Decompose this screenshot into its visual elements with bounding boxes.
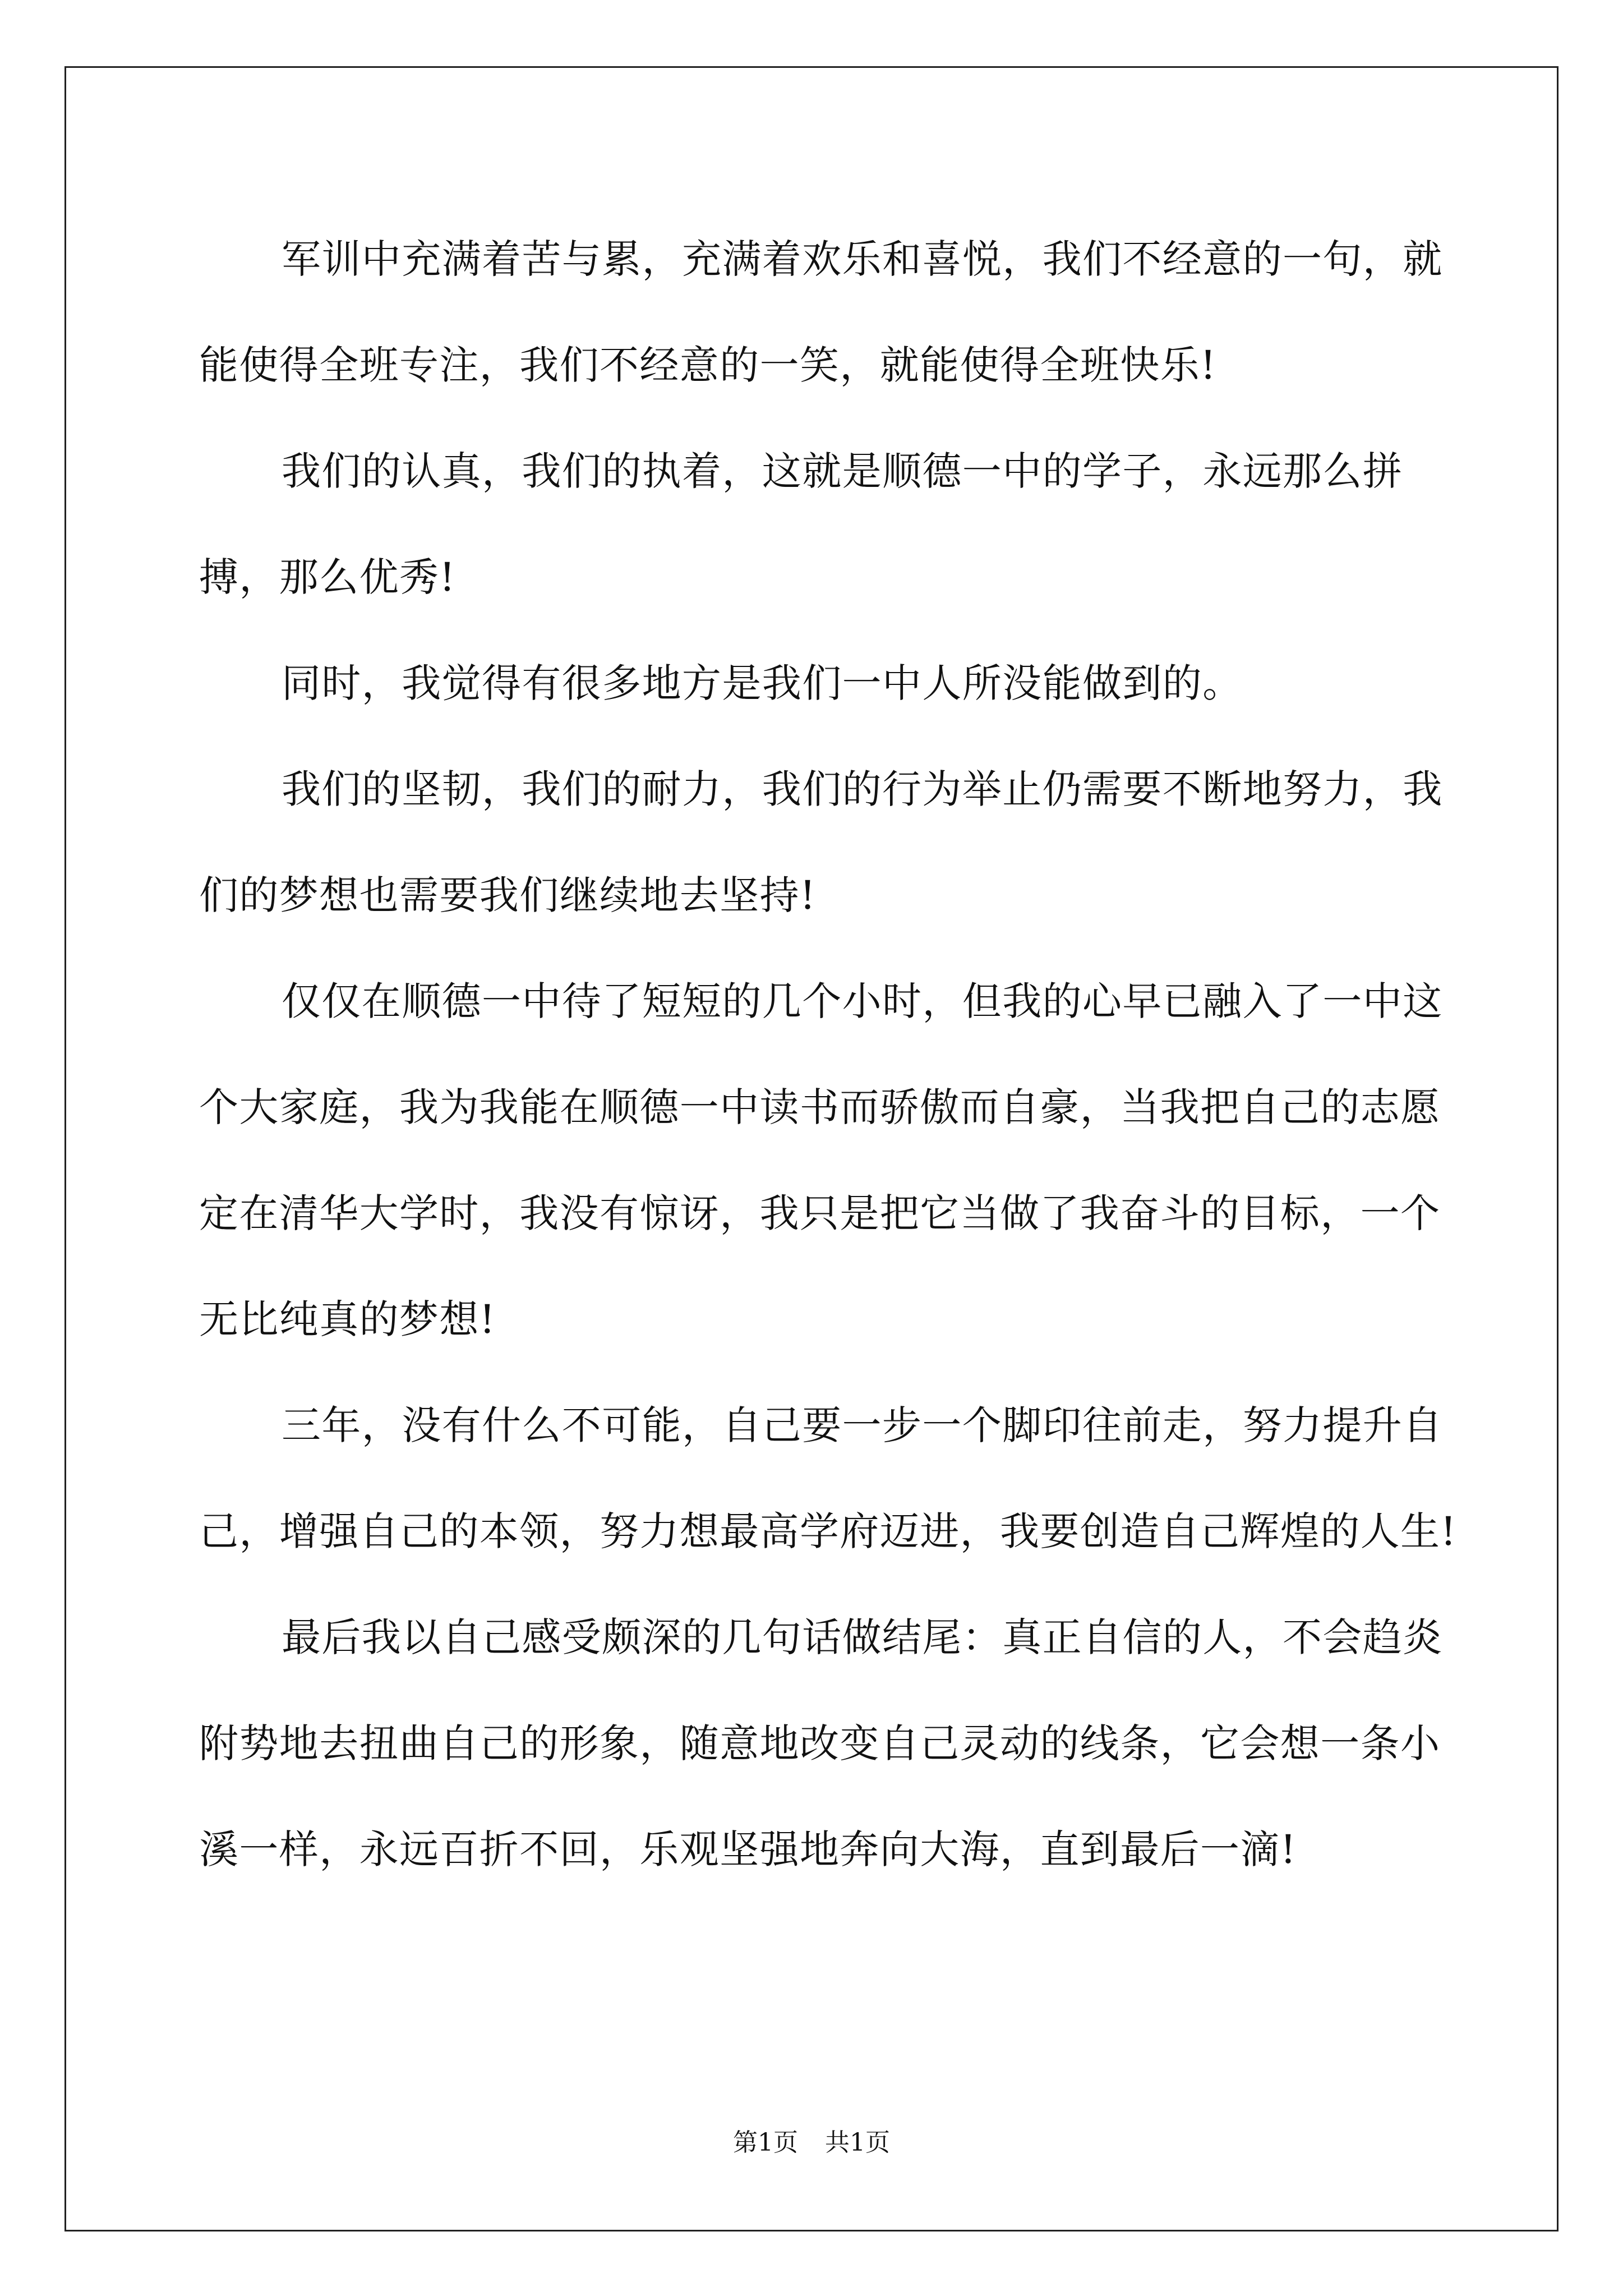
paragraph: 军训中充满着苦与累，充满着欢乐和喜悦，我们不经意的一句，就能使得全班专注，我们不经意的一笑，就能使得全班快乐! — [199, 236, 1443, 388]
page-footer — [0, 2126, 1623, 2160]
paragraph: 三年，没有什么不可能，自己要一步一个脚印往前走，努力提升自己，增强自己的本领，努力想最高学府迈进，我要创造自己辉煌的人生! — [199, 1402, 1457, 1554]
paragraph: 同时，我觉得有很多地方是我们一中人所没能做到的。 — [282, 660, 1243, 706]
page-number-total: 共1页 — [825, 2128, 890, 2157]
paragraph: 仅仅在顺德一中待了短短的几个小时，但我的心早已融入了一中这个大家庭，我为我能在顺德一中读书而骄傲而自豪，当我把自己的志愿定在清华大学时，我没有惊讶，我只是把它当做了我奋斗的目标，一个无比纯真的梦想! — [199, 978, 1443, 1342]
page-number-current: 第1页 — [733, 2128, 798, 2157]
paragraph: 最后我以自己感受颇深的几句话做结尾：真正自信的人，不会趋炎附势地去扭曲自己的形象，随意地改变自己灵动的线条，它会想一条小溪一样，永远百折不回，乐观坚强地奔向大海，直到最后一滴! — [199, 1614, 1443, 1872]
paragraph: 我们的坚韧，我们的耐力，我们的行为举止仍需要不断地努力，我们的梦想也需要我们继续地去坚持! — [199, 766, 1443, 918]
paragraph: 我们的认真，我们的执着，这就是顺德一中的学子，永远那么拼搏，那么优秀! — [199, 448, 1403, 600]
document-body — [199, 206, 1467, 1903]
